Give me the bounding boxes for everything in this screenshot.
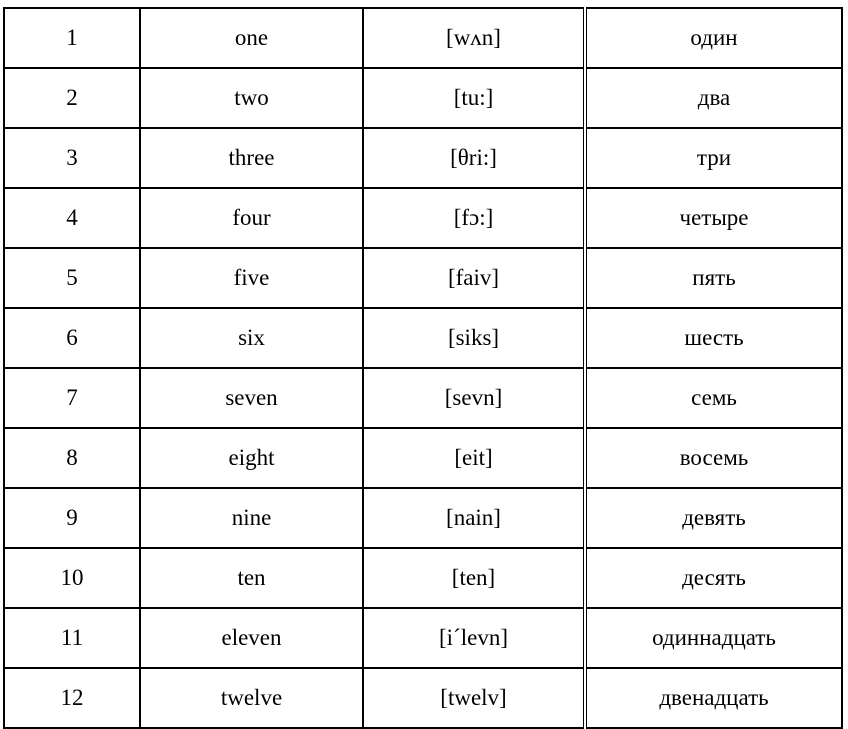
english-word-cell: eight — [140, 428, 363, 488]
russian-word-cell: шесть — [585, 308, 842, 368]
number-cell: 11 — [4, 608, 140, 668]
russian-word-cell: четыре — [585, 188, 842, 248]
transcription-cell: [fɔ:] — [363, 188, 585, 248]
english-word-cell: five — [140, 248, 363, 308]
russian-word-cell: один — [585, 8, 842, 68]
table-body — [4, 8, 842, 728]
transcription-cell: [sevn] — [363, 368, 585, 428]
english-word-cell: one — [140, 8, 363, 68]
transcription-cell: [siks] — [363, 308, 585, 368]
russian-word-cell: одиннадцать — [585, 608, 842, 668]
english-word-cell: six — [140, 308, 363, 368]
transcription-cell: [tu:] — [363, 68, 585, 128]
russian-word-cell: два — [585, 68, 842, 128]
transcription-cell: [θri:] — [363, 128, 585, 188]
english-word-cell: twelve — [140, 668, 363, 728]
table-row — [4, 8, 842, 68]
transcription-cell: [eit] — [363, 428, 585, 488]
english-word-cell: two — [140, 68, 363, 128]
number-cell: 6 — [4, 308, 140, 368]
number-cell: 12 — [4, 668, 140, 728]
number-cell: 9 — [4, 488, 140, 548]
transcription-cell: [nain] — [363, 488, 585, 548]
table-row — [4, 548, 842, 608]
table-row — [4, 128, 842, 188]
number-cell: 3 — [4, 128, 140, 188]
number-cell: 2 — [4, 68, 140, 128]
transcription-cell: [wʌn] — [363, 8, 585, 68]
table-row — [4, 248, 842, 308]
english-word-cell: four — [140, 188, 363, 248]
table-row — [4, 428, 842, 488]
transcription-cell: [ten] — [363, 548, 585, 608]
english-word-cell: seven — [140, 368, 363, 428]
russian-word-cell: девять — [585, 488, 842, 548]
table-row — [4, 368, 842, 428]
number-cell: 5 — [4, 248, 140, 308]
number-cell: 8 — [4, 428, 140, 488]
table-row — [4, 188, 842, 248]
transcription-cell: [faiv] — [363, 248, 585, 308]
number-cell: 4 — [4, 188, 140, 248]
numbers-table — [3, 7, 843, 729]
transcription-cell: [twelv] — [363, 668, 585, 728]
table-row — [4, 308, 842, 368]
table-row — [4, 608, 842, 668]
russian-word-cell: двенадцать — [585, 668, 842, 728]
table-row — [4, 488, 842, 548]
russian-word-cell: три — [585, 128, 842, 188]
number-cell: 7 — [4, 368, 140, 428]
english-word-cell: three — [140, 128, 363, 188]
transcription-cell: [iˊlevn] — [363, 608, 585, 668]
russian-word-cell: десять — [585, 548, 842, 608]
russian-word-cell: пять — [585, 248, 842, 308]
english-word-cell: nine — [140, 488, 363, 548]
russian-word-cell: семь — [585, 368, 842, 428]
table-row — [4, 668, 842, 728]
english-word-cell: ten — [140, 548, 363, 608]
russian-word-cell: восемь — [585, 428, 842, 488]
number-cell: 10 — [4, 548, 140, 608]
number-cell: 1 — [4, 8, 140, 68]
table-row — [4, 68, 842, 128]
english-word-cell: eleven — [140, 608, 363, 668]
